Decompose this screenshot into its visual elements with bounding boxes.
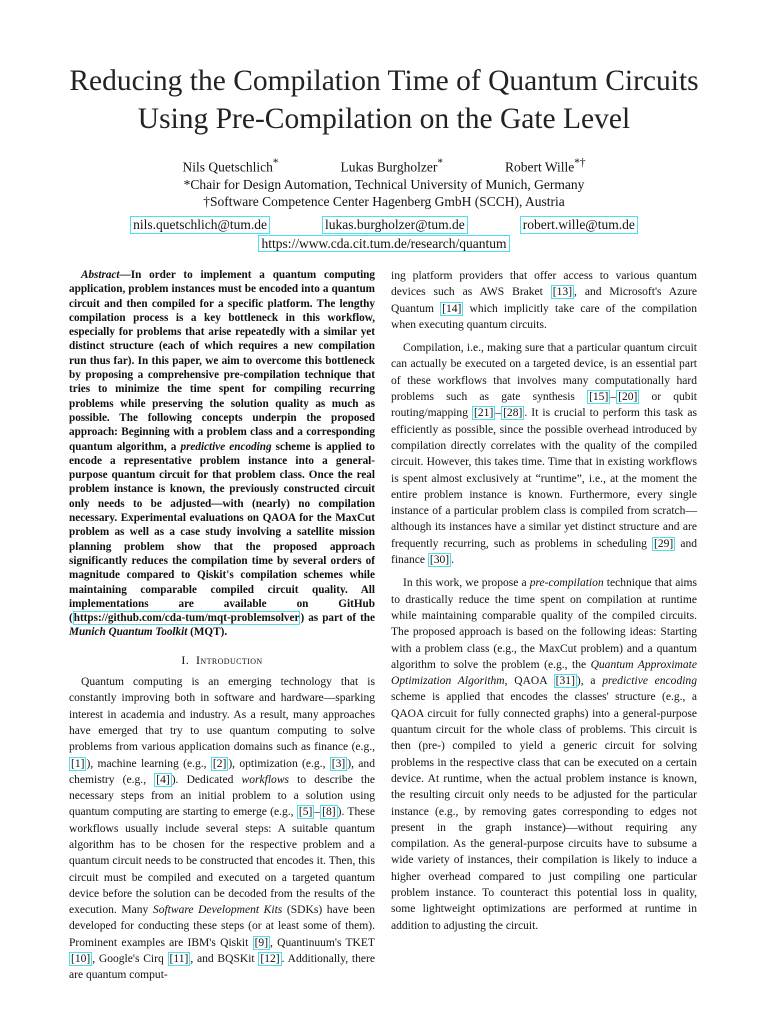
- citation-link[interactable]: [14]: [442, 302, 462, 315]
- author-names: [0, 155, 768, 176]
- left-column: [69, 268, 375, 984]
- author: Lukas Burgholzer*: [340, 157, 443, 175]
- author: Robert Wille*†: [504, 157, 586, 175]
- website-link[interactable]: https://www.cda.cit.tum.de/research/quantum: [258, 235, 509, 252]
- citation-link[interactable]: [12]: [260, 953, 280, 966]
- email-row: [0, 216, 768, 234]
- citation-link[interactable]: [1]: [71, 757, 85, 770]
- citation-link[interactable]: [8]: [322, 806, 336, 819]
- citation-link[interactable]: [29]: [654, 537, 674, 550]
- paragraph: ing platform providers that offer access to various quantum devices such as AWS Braket [13] , and Microsoft's Azure Quantum [14] which implicitly take care of the compilation when executing quantum circuits.: [391, 270, 697, 331]
- right-column: [391, 268, 697, 934]
- citation-link[interactable]: [20]: [618, 391, 638, 404]
- citation-link[interactable]: [2]: [212, 757, 227, 770]
- section-heading: I. Introduction: [181, 652, 263, 667]
- citation-link[interactable]: [11]: [169, 953, 189, 966]
- affiliation-2: †Software Competence Center Hagenberg GmbH (SCCH), Austria: [203, 193, 565, 209]
- paragraph: Compilation, i.e., making sure that a particular quantum circuit can actually be executed on a targeted device, is an essential part of these workflows that involves many computationally hard problems such as gate synthesis [15] – [20] or qubit routing/mapping [21] – [28] . It is crucial to perform this task as efficiently as possible, since the possible overhead introduced by compilation directly correlates with the quality of the compiled circuit. However, this takes time. Time that in existing workflows is spent almost exclusively at “runtime”, i.e., at the moment the entire problem instance is known. Furthermore, every single instance of a particular problem class is compiled from scratch—although its instances have a similar yet distinct structure and are frequently recurring, such as problems in scheduling [29] and finance [30] .: [391, 342, 698, 567]
- citation-link[interactable]: [10]: [71, 953, 91, 966]
- citation-link[interactable]: [4]: [156, 773, 170, 786]
- intro-paragraph: Quantum computing is an emerging technology that is constantly improving both in software and hardware—sparking interest in academia and industry. As a result, many approaches have emerged that try to use quantum computing to solve problems from various application domains such as finance (e.g., [1] ), machine learning (e.g., [2] ), optimization (e.g., [3] ), and chemistry (e.g., [4] ). Dedicated workflows to describe the necessary steps from an initial problem to a solution using quantum computing are starting to emerge (e.g., [5] – [8] ). These workflows usually include several steps: A suitable quantum algorithm has to be chosen for the respective problem and a quantum circuit needs to be constructed that encodes it. Then, this circuit must be compiled and executed on a targeted quantum device before the solution can be decoded from the results of the execution. Many Software Development Kits (SDKs) have been developed for conducting these steps (or at least some of them). Prominent examples are IBM's Qiskit [9] , Quantinuum's TKET [10] , Google's Cirq [11] , and BQSKit [12] . Additionally, there are quantum comput-: [69, 676, 376, 982]
- email-link[interactable]: lukas.burgholzer@tum.de: [322, 216, 468, 234]
- paragraph: In this work, we propose a pre-compilation technique that aims to drastically reduce the time spent on compilation at runtime while maintaining comparable quality of the compiled circuits. The proposed approach is based on the following ideas: Starting with a problem class (e.g., the MaxCut problem) and a quantum algorithm to solve the problem (e.g., the Quantum Approximate Optimization Algorithm, QAOA [31] ), a predictive encoding scheme is applied that encodes the classes' structure (e.g., a QAOA circuit for fully connected graphs) into a general-purpose quantum circuit for the whole class of problems. This circuit is then (pre-) compiled to yield a generic circuit for solving problems in the respective class that can be executed on a certain device. At runtime, when the actual problem instance is known, the resulting circuit only needs to be adjusted for the particular instance (e.g., by removing gates corresponding to edges not present in the graph instance)—without requiring any compilation. As the general-purpose circuits have to subsume a wide variety of instances, their compilation is likely to induce a higher overhead compared to just compiling one particular problem instance. To counteract this potential loss in quality, some lightweight optimizations are performed at runtime in addition to adjusting the circuit.: [391, 577, 698, 932]
- author: Nils Quetschlich*: [182, 157, 279, 175]
- citation-link[interactable]: [5]: [298, 806, 313, 819]
- citation-link[interactable]: [9]: [254, 936, 269, 949]
- citation-link[interactable]: [28]: [503, 407, 523, 420]
- affiliation-1: *Chair for Design Automation, Technical University of Munich, Germany: [183, 176, 585, 192]
- github-link[interactable]: https://github.com/cda-tum/mqt-problemsolver: [73, 612, 300, 625]
- paper-title: Reducing the Compilation Time of Quantum Circuits Using Pre-Compilation on the Gate Level: [69, 65, 699, 135]
- email-link[interactable]: nils.quetschlich@tum.de: [130, 216, 270, 234]
- author-block: [0, 155, 768, 252]
- citation-link[interactable]: [15]: [589, 391, 609, 404]
- citation-link[interactable]: [31]: [555, 675, 575, 688]
- email-link[interactable]: robert.wille@tum.de: [520, 216, 638, 234]
- citation-link[interactable]: [13]: [552, 286, 573, 299]
- abstract: Abstract—In order to implement a quantum computing application, problem instances must be encoded into a quantum circuit and then compiled for a specific platform. The lengthy compilation process is a key bottleneck in this workflow, especially for problems that arise repeatedly with a similar yet distinct structure (each of which requires a new compilation run thus far). In this paper, we aim to overcome this bottleneck by proposing a comprehensive pre-compilation technique that tries to minimize the time spent for compiling recurring problems while preserving the solution quality as much as possible. The following concepts underpin the proposed approach: Beginning with a problem class and a corresponding quantum algorithm, a predictive encoding scheme is applied to encode a representative problem instance into a general-purpose quantum circuit for that problem class. Once the real problem instance is known, the previously constructed circuit only needs to be adjusted—with (nearly) no compilation necessary. Experimental evaluations on QAOA for the MaxCut problem as well as a case study involving a satellite mission planning problem show that the proposed approach significantly reduces the compilation time by several orders of magnitude compared to Qiskit's compilation schemes while maintaining comparable compiled circuit quality. All implementations are available on GitHub (https://github.com/cda-tum/mqt-problemsolver) as part of the Munich Quantum Toolkit (MQT).: [69, 269, 376, 639]
- citation-link[interactable]: [30]: [429, 554, 450, 567]
- citation-link[interactable]: [3]: [331, 757, 346, 770]
- citation-link[interactable]: [21]: [474, 407, 494, 420]
